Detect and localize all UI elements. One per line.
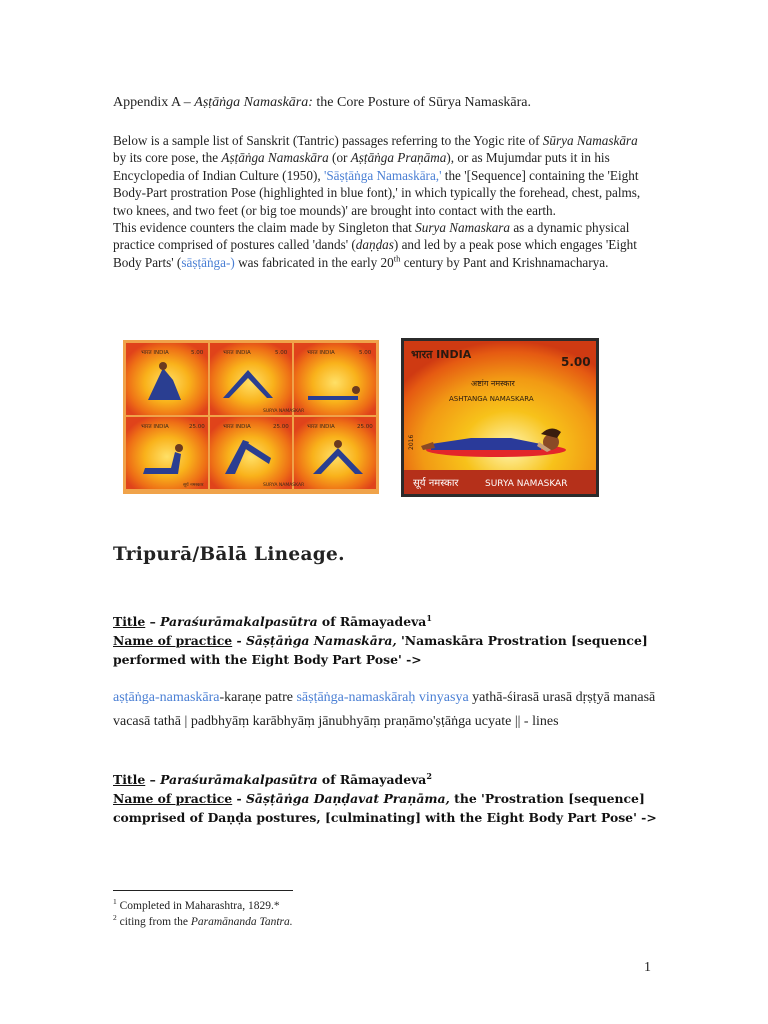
footnote-number: 2 bbox=[113, 913, 117, 923]
passage-highlight: aṣṭāṅga-namaskāra bbox=[113, 690, 220, 705]
practice-name: Sāṣṭāṅga Namaskāra, bbox=[245, 633, 397, 648]
entry-title-line bbox=[113, 770, 673, 789]
entry-practice-line bbox=[113, 631, 673, 669]
intro-text: (or bbox=[328, 150, 351, 166]
stamp-value: 5.00 bbox=[275, 350, 288, 356]
stamp-sheet-image bbox=[123, 340, 379, 494]
dash: - bbox=[232, 791, 246, 806]
intro-highlight: 'Sāṣṭāṅga Namaskāra,' bbox=[323, 167, 442, 183]
stamp-footer-hi: सूर्य नमस्कार bbox=[413, 478, 459, 489]
stamp-year: 2016 bbox=[408, 434, 415, 450]
passage-text: yathā-śirasā urasā dṛṣṭyā manasā vacasā tathā | padbhyāṃ karābhyāṃ jānubhyāṃ praṇāmo'ṣṭāṅga ucyate || - lines bbox=[113, 690, 656, 729]
footnote-text: citing from the bbox=[116, 916, 191, 928]
footnote-number: 1 bbox=[113, 897, 117, 907]
footnote-text: Completed in Maharashtra, 1829.* bbox=[116, 900, 280, 912]
stamp-value: 5.00 bbox=[561, 355, 591, 369]
dash: – bbox=[145, 772, 161, 787]
stamp-country: भारत INDIA bbox=[141, 424, 169, 430]
title-label: Title bbox=[113, 614, 146, 629]
stamp-footer-hi: सूर्य नमस्कार bbox=[183, 483, 204, 488]
footnote-source: Paramānanda Tantra. bbox=[190, 916, 293, 928]
intro-text: century by Pant and Krishnamacharya. bbox=[400, 254, 609, 270]
stamp-footer-en: SURYA NAMASKAR bbox=[263, 483, 305, 488]
entry-practice-line bbox=[113, 789, 673, 827]
intro-term: Aṣṭāṅga Praṇāma bbox=[350, 150, 447, 166]
appendix-prefix: Appendix A – bbox=[113, 95, 195, 110]
intro-term: Surya Namaskara bbox=[415, 220, 511, 236]
stamp-country: भारत INDIA bbox=[307, 424, 335, 430]
stamp-pose-en: ASHTANGA NAMASKARA bbox=[449, 395, 534, 403]
dash: - bbox=[232, 633, 246, 648]
stamp-country: भारत INDIA bbox=[141, 350, 169, 356]
practice-label: Name of practice bbox=[113, 791, 233, 806]
entry-title-line bbox=[113, 612, 673, 631]
intro-term: Sūrya Namaskāra bbox=[542, 133, 638, 148]
appendix-title-italic: Aṣṭāṅga Namaskāra: bbox=[194, 95, 313, 110]
sanskrit-passage bbox=[113, 686, 673, 734]
text-title: Paraśurāmakalpasūtra bbox=[160, 772, 318, 787]
title-label: Title bbox=[113, 772, 146, 787]
practice-label: Name of practice bbox=[113, 633, 233, 648]
intro-text: ), or as Mujumdar puts it in his Encyclopedia of Indian Culture (1950), bbox=[113, 150, 610, 183]
practice-description: 'Namaskāra Prostration [sequence] performed with the Eight Body Part Pose' -> bbox=[113, 633, 648, 667]
footnotes bbox=[113, 898, 613, 930]
intro-text: ) and led by a peak pose which engages 'Eight Body Parts' ( bbox=[113, 237, 637, 270]
intro-text: was fabricated in the early 20 bbox=[234, 254, 394, 270]
stamp-footer-en: SURYA NAMASKAR bbox=[263, 409, 305, 414]
stamp-value: 25.00 bbox=[273, 424, 289, 430]
practice-description: the 'Prostration [sequence] comprised of Daṇḍa postures, [culminating] with the Eight Body Part Pose' -> bbox=[113, 791, 657, 825]
entry-2 bbox=[113, 770, 673, 827]
stamp-value: 25.00 bbox=[189, 424, 205, 430]
lineage-heading: Tripurā/Bālā Lineage. bbox=[113, 544, 345, 565]
superscript: th bbox=[393, 253, 401, 264]
ashtanga-stamp-image bbox=[401, 338, 599, 497]
practice-name: Sāṣṭāṅga Daṇḍavat Praṇāma, bbox=[245, 791, 450, 806]
text-author: of Rāmayadeva bbox=[317, 614, 427, 629]
intro-term: Aṣṭāṅga Namaskāra bbox=[221, 150, 329, 166]
stamp-value: 5.00 bbox=[191, 350, 204, 356]
stamp-country: भारत INDIA bbox=[223, 424, 251, 430]
footnote-divider bbox=[113, 890, 293, 891]
text-author: of Rāmayadeva bbox=[317, 772, 427, 787]
stamp-footer-en: SURYA NAMASKAR bbox=[485, 479, 568, 489]
intro-text: This evidence counters the claim made by Singleton that bbox=[113, 220, 416, 236]
stamp-value: 5.00 bbox=[359, 350, 372, 356]
appendix-suffix: the Core Posture of Sūrya Namaskāra. bbox=[312, 95, 532, 110]
passage-highlight: sāṣṭāṅga-namaskāraḥ vinyasya bbox=[296, 690, 469, 705]
appendix-title bbox=[113, 94, 673, 112]
intro-text: the '[Sequence] containing the 'Eight Body-Part prostration Pose (highlighted in blue font),' in which typically the forehead, chest, palms, two knees, and two feet (or big toe mounds)' are brought into contact with the earth. bbox=[113, 167, 641, 218]
intro-text: by its core pose, the bbox=[113, 150, 222, 166]
stamp-country: भारत INDIA bbox=[223, 350, 251, 356]
footnote-2 bbox=[113, 914, 613, 930]
stamp-country: भारत INDIA bbox=[411, 348, 472, 361]
footnote-ref: 2 bbox=[426, 770, 432, 781]
intro-highlight: sāṣṭāṅga-) bbox=[181, 254, 235, 270]
page-number: 1 bbox=[644, 960, 651, 975]
text-title: Paraśurāmakalpasūtra bbox=[160, 614, 318, 629]
stamp-country: भारत INDIA bbox=[307, 350, 335, 356]
stamp-pose-hi: अष्टांग नमस्कार bbox=[471, 379, 515, 388]
footnote-ref: 1 bbox=[426, 612, 432, 623]
stamp-value: 25.00 bbox=[357, 424, 373, 430]
intro-term: daṇḍas bbox=[355, 237, 394, 253]
footnote-1 bbox=[113, 898, 613, 914]
intro-paragraph bbox=[113, 132, 653, 271]
dash: – bbox=[145, 614, 161, 629]
entry-1 bbox=[113, 612, 673, 669]
intro-text: as a dynamic physical practice comprised of postures called 'dands' ( bbox=[113, 220, 630, 253]
intro-text: Below is a sample list of Sanskrit (Tantric) passages referring to the Yogic rite of bbox=[113, 133, 543, 148]
passage-text: -karaṇe patre bbox=[219, 690, 297, 705]
